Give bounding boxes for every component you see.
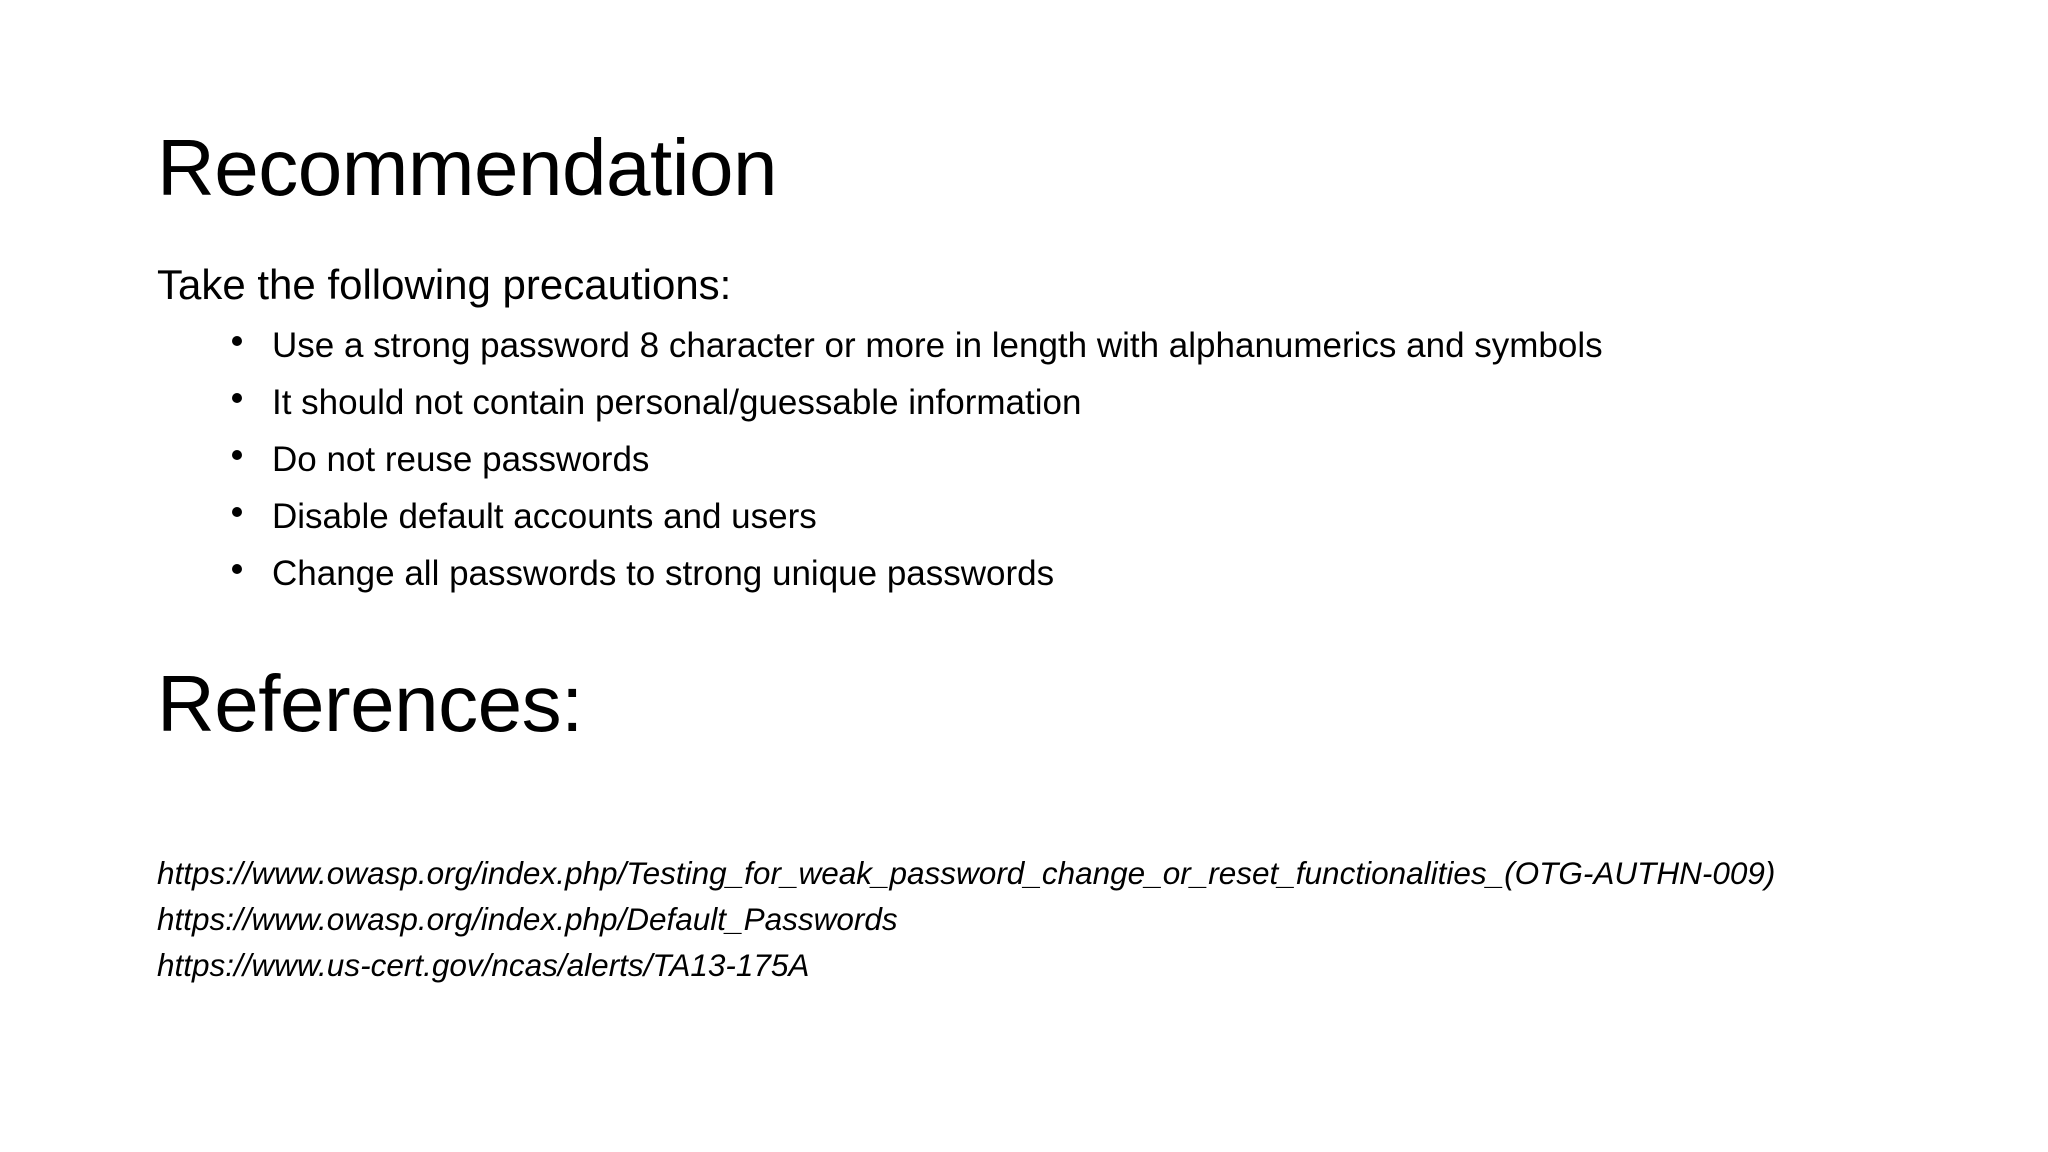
reference-link-owasp-weak-password[interactable]: https://www.owasp.org/index.php/Testing_for_weak_password_change_or_reset_functionalities_(OTG-AUTHN-009) <box>157 855 1776 891</box>
bullet-icon <box>232 564 242 574</box>
bullet-icon <box>232 336 242 346</box>
list-item-text: Do not reuse passwords <box>272 440 650 479</box>
bullet-icon <box>232 507 242 517</box>
references-heading: References: <box>157 659 583 748</box>
recommendation-heading: Recommendation <box>157 123 777 212</box>
list-item-text: Change all passwords to strong unique passwords <box>272 554 1055 593</box>
reference-link-us-cert-alert[interactable]: https://www.us-cert.gov/ncas/alerts/TA13-175A <box>157 947 810 983</box>
reference-link-owasp-default-passwords[interactable]: https://www.owasp.org/index.php/Default_Passwords <box>157 901 898 937</box>
list-item-text: Disable default accounts and users <box>272 497 817 536</box>
references-list <box>157 850 1775 988</box>
list-item-text: Use a strong password 8 character or more in length with alphanumerics and symbols <box>272 326 1603 365</box>
bullet-icon <box>232 450 242 460</box>
precautions-intro: Take the following precautions: <box>157 261 732 308</box>
list-item-text: It should not contain personal/guessable information <box>272 383 1082 422</box>
bullet-icon <box>232 393 242 403</box>
